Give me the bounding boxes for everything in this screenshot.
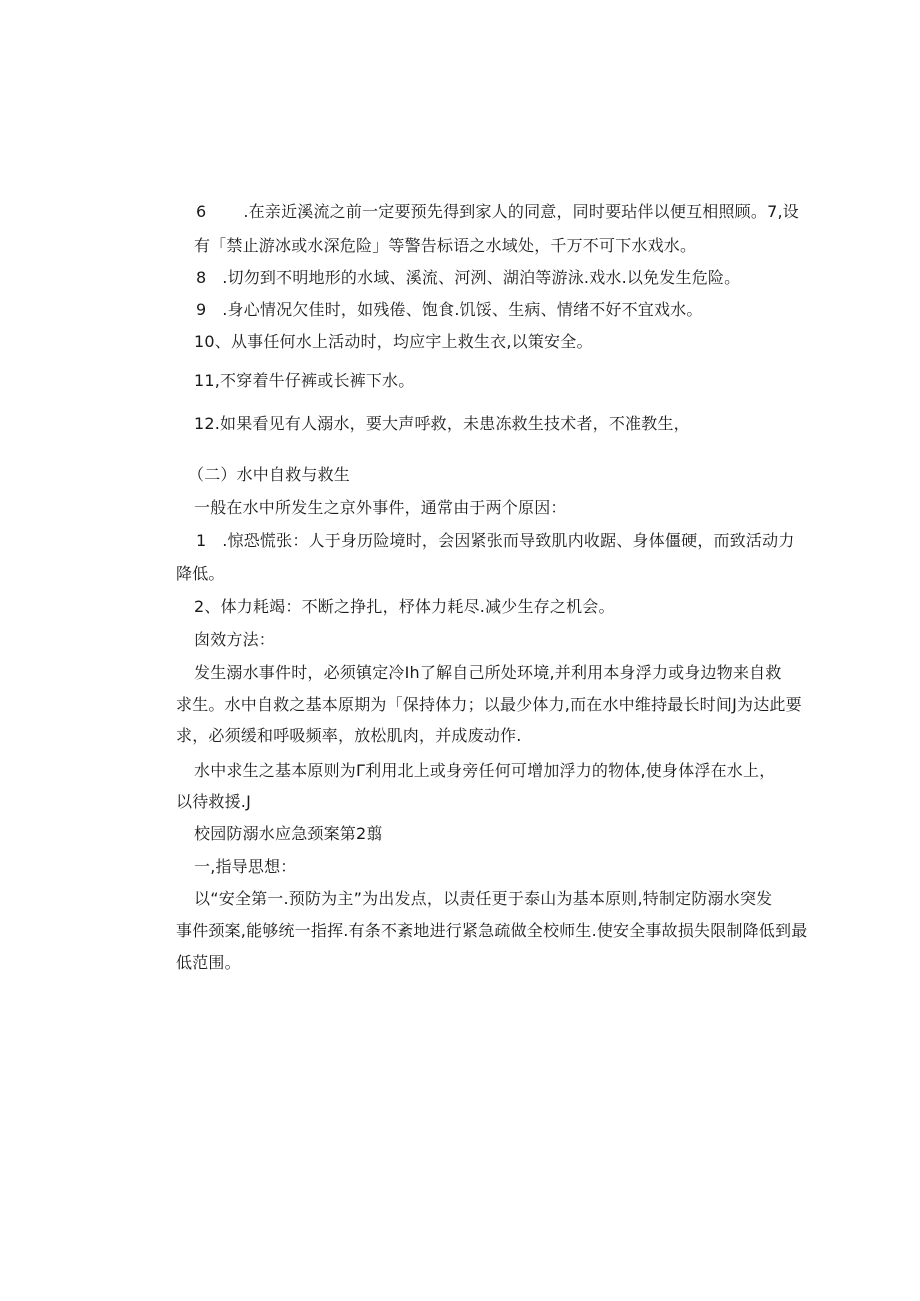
text-line: 水中求生之基本原则为Γ利用北上或身旁任何可增加浮力的物体,使身体浮在水上， <box>194 761 776 780</box>
text-line: 1 .惊恐慌张：人于身历险境时，会因紧张而导致肌内收踞、身体僵硬，而致活动力 <box>196 531 795 550</box>
text-line: 囱效方法： <box>194 630 276 649</box>
section-heading: 校园防溺水应急颈案第2翦 <box>194 824 383 843</box>
section-heading: （二）水中自救与救生 <box>188 465 351 484</box>
text-line: 2、体力耗竭：不断之挣扎，杼体力耗尽.减少生存之机会。 <box>194 597 615 616</box>
text-line: 6 .在亲近溪流之前一定要预先得到家人的同意，同时要玷伴以便互相照顾。7,设 <box>196 202 799 221</box>
text-line: 降低。 <box>176 564 225 583</box>
text-line: 12.如果看见有人溺水，要大声呼救，未患冻救生技术者，不准教生， <box>194 414 690 433</box>
text-line: 有「禁止游冰或水深危险」等警告标语之水域处，千万不可下水戏水。 <box>194 236 697 255</box>
text-line: 以待救援.J <box>176 792 252 811</box>
text-line: 10、从事任何水上活动时，均应宇上救生衣,以策安全。 <box>194 332 593 351</box>
text-line: 求，必须缓和呼吸频率，放松肌肉，并成废动作. <box>176 726 522 745</box>
text-line: 低范围。 <box>176 953 241 972</box>
text-line: 以“安全第一.预防为主”为出发点，以责任更于泰山为基本原则,特制定防溺水突发 <box>194 889 773 908</box>
text-line: 8 .切勿到不明地形的水域、溪流、河洌、湖泊等游泳.戏水.以免发生危险。 <box>196 268 741 287</box>
text-line: 求生。水中自救之基本原期为「保持体力；以最少体力,而在水中维持最长时间J为达此要 <box>176 695 802 714</box>
text-line: 一般在水中所发生之京外事件，通常由于两个原因： <box>194 498 567 517</box>
text-line: 事件颈案,能够统一指挥.有条不紊地进行紧急疏做全校师生.使安全事故损失限制降低到最 <box>176 921 808 940</box>
text-line: 发生溺水事件时，必须镇定冷Ih了解自己所处环境,并利用本身浮力或身边物来自救 <box>194 663 782 682</box>
text-line: 11,不穿着牛仔裤或长裤下水。 <box>194 371 415 390</box>
section-heading: 一,指导思想： <box>194 857 297 876</box>
text-line: 9 .身心情况欠佳时，如残倦、饱食.饥馁、生病、情绪不好不宜戏水。 <box>196 300 703 319</box>
